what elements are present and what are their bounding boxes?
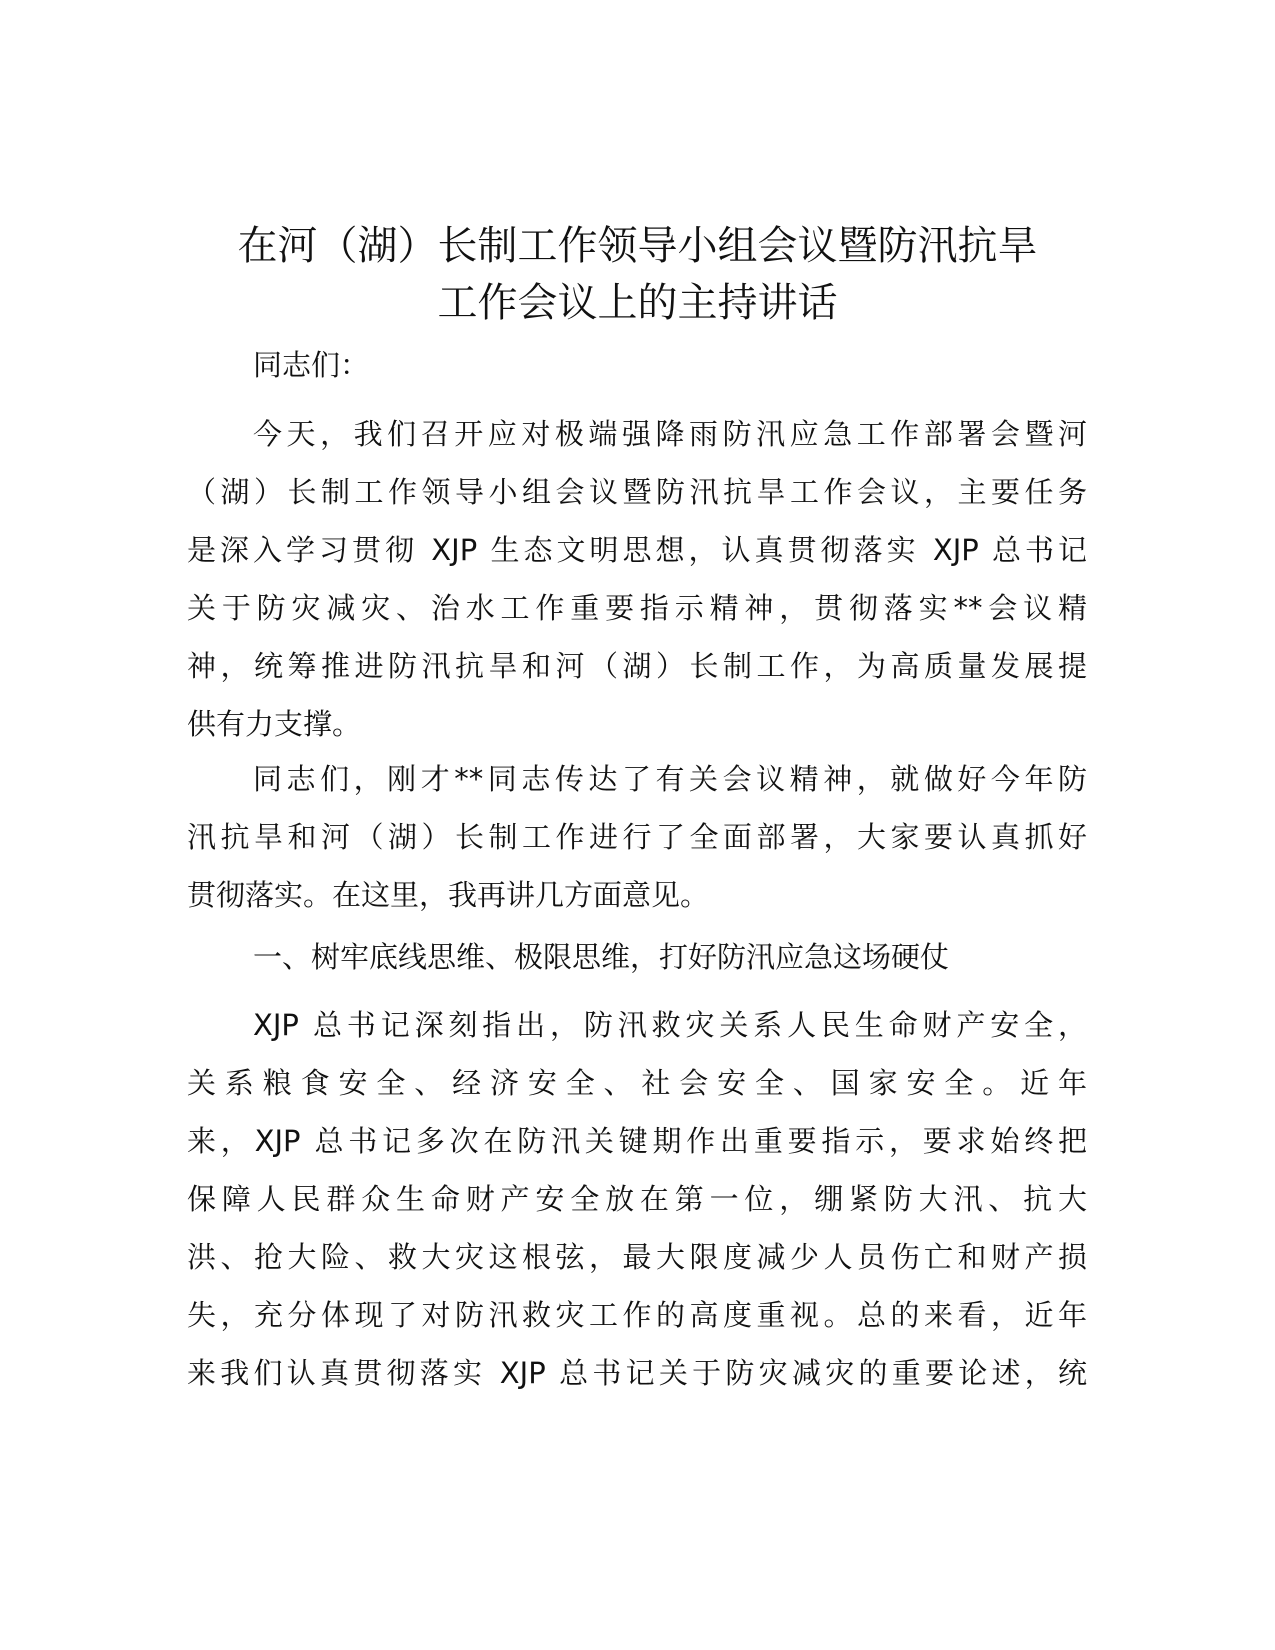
section-heading-text: 一、树牢底线思维、极限思维，打好防汛应急这场硬仗 <box>253 940 950 974</box>
paragraph-line: 保障人民群众生命财产安全放在第一位，绷紧防大汛、抗大 <box>187 1182 1087 1216</box>
document-title <box>150 218 1125 332</box>
paragraph-line: 供有力支撑。 <box>187 707 362 741</box>
paragraph-line: 神，统筹推进防汛抗旱和河（湖）长制工作，为高质量发展提 <box>187 649 1087 683</box>
paragraph-line: 洪、抢大险、救大灾这根弦，最大限度减少人员伤亡和财产损 <box>187 1240 1087 1274</box>
paragraph-line: 贯彻落实。在这里，我再讲几方面意见。 <box>187 878 710 912</box>
paragraph-line: 关系粮食安全、经济安全、社会安全、国家安全。近年 <box>187 1066 1087 1100</box>
paragraph-1 <box>187 405 1087 753</box>
paragraph-line: 失，充分体现了对防汛救灾工作的高度重视。总的来看，近年 <box>187 1298 1087 1332</box>
paragraph-line: 来，XJP 总书记多次在防汛关键期作出重要指示，要求始终把 <box>187 1124 1087 1158</box>
paragraph-line: 汛抗旱和河（湖）长制工作进行了全面部署，大家要认真抓好 <box>187 820 1087 854</box>
title-line-2: 工作会议上的主持讲话 <box>437 280 838 326</box>
paragraph-line: 同志们，刚才**同志传达了有关会议精神，就做好今年防 <box>253 762 1087 796</box>
paragraph-2 <box>187 750 1087 924</box>
title-line-1: 在河（湖）长制工作领导小组会议暨防汛抗旱 <box>237 223 1038 269</box>
salutation-text: 同志们： <box>253 348 370 382</box>
paragraph-line: 今天，我们召开应对极端强降雨防汛应急工作部署会暨河 <box>253 417 1087 451</box>
salutation <box>187 336 1087 394</box>
paragraph-line: 是深入学习贯彻 XJP 生态文明思想，认真贯彻落实 XJP 总书记 <box>187 533 1087 567</box>
paragraph-line: XJP 总书记深刻指出，防汛救灾关系人民生命财产安全， <box>253 1008 1087 1042</box>
section-heading <box>187 928 1087 986</box>
paragraph-line: （湖）长制工作领导小组会议暨防汛抗旱工作会议，主要任务 <box>187 475 1087 509</box>
paragraph-line: 来我们认真贯彻落实 XJP 总书记关于防灾减灾的重要论述，统 <box>187 1356 1087 1390</box>
paragraph-line: 关于防灾减灾、治水工作重要指示精神，贯彻落实**会议精 <box>187 591 1087 625</box>
section-paragraph <box>187 996 1087 1402</box>
